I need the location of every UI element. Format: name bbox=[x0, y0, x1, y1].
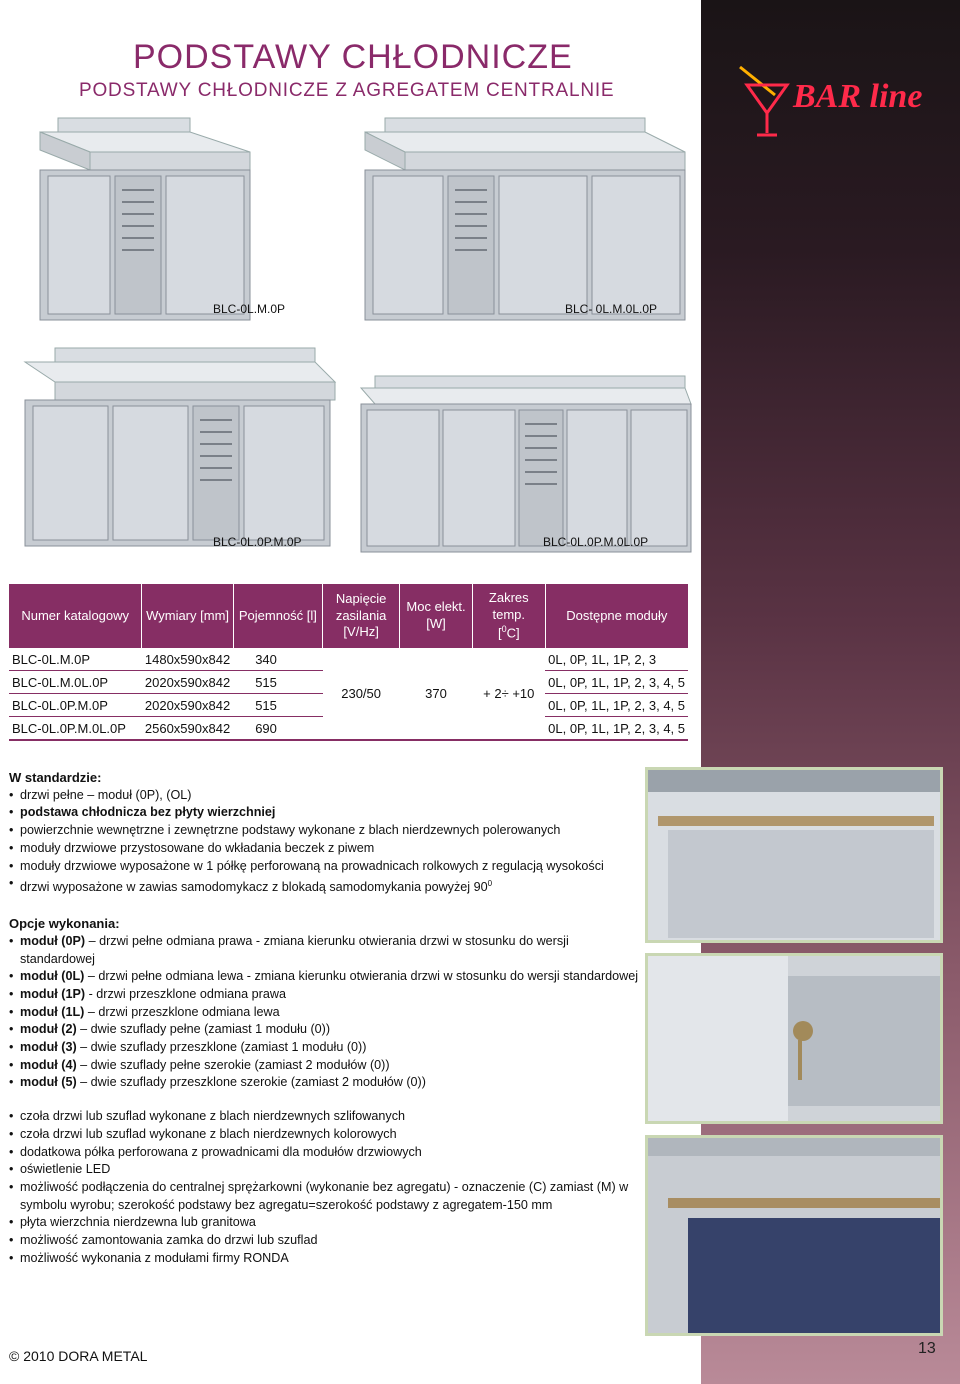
cell-numer: BLC-0L.M.0L.0P bbox=[9, 671, 142, 694]
list-item: • możliwość wykonania z modułami firmy RONDA bbox=[20, 1250, 639, 1268]
description-text bbox=[9, 769, 639, 1267]
list-item-text: – dwie szuflady przeszklone szerokie (zamiast 2 modułów (0)) bbox=[76, 1075, 426, 1090]
header-napiecie: Napięcie zasilania [V/Hz] bbox=[323, 584, 400, 648]
list-item-bold: moduł (5) bbox=[20, 1075, 77, 1090]
list-item-text: moduły drzwiowe przystosowane do wkładania beczek z piwem bbox=[20, 840, 375, 855]
list-item: • możliwość podłączenia do centralnej sprężarkowni (wykonanie bez agregatu) - oznaczenie (C) zamiast (M) w symbolu wyrobu; szerokość podstawy bez agregatu=szerokość podstawy z agregatem-150 mm bbox=[20, 1179, 639, 1214]
list-item-text: drzwi wyposażone w zawias samodomykacz z blokadą samodomykania powyżej 90 bbox=[20, 880, 488, 895]
cell-pojemnosc: 515 bbox=[233, 694, 322, 717]
degree-sup: 0 bbox=[487, 879, 493, 889]
cell-moduly: 0L, 0P, 1L, 1P, 2, 3 bbox=[545, 648, 688, 671]
list-item bbox=[20, 1057, 639, 1075]
list-item-bold: moduł (0P) bbox=[20, 933, 86, 948]
cell-moc: 370 bbox=[400, 648, 473, 740]
door-detail-drawing bbox=[648, 770, 940, 940]
cell-wymiary: 1480x590x842 bbox=[142, 648, 233, 671]
header-pojemnosc: Pojemność [l] bbox=[233, 584, 322, 648]
shelf-detail-drawing bbox=[648, 1138, 940, 1333]
cell-wymiary: 2020x590x842 bbox=[142, 671, 233, 694]
cell-zakres: + 2÷ +10 bbox=[472, 648, 545, 740]
list-item-bold: moduł (4) bbox=[20, 1057, 77, 1072]
standard-heading: W standardzie: bbox=[9, 770, 102, 785]
product-photo-1 bbox=[20, 110, 350, 325]
list-item: • czoła drzwi lub szuflad wykonane z blach nierdzewnych szlifowanych bbox=[20, 1108, 639, 1126]
list-item-text: – dwie szuflady przeszklone (zamiast 1 modułu (0)) bbox=[76, 1040, 367, 1055]
list-item-text: – drzwi przeszklone odmiana lewa bbox=[84, 1004, 280, 1019]
list-item bbox=[20, 804, 639, 822]
header-wymiary: Wymiary [mm] bbox=[142, 584, 233, 648]
list-item-text: – drzwi pełne odmiana prawa - zmiana kierunku otwierania drzwi w stosunku do wersji standardowej bbox=[20, 933, 569, 966]
cell-numer: BLC-0L.0P.M.0P bbox=[9, 694, 142, 717]
header-moduly: Dostępne moduły bbox=[545, 584, 688, 648]
page-subtitle: PODSTAWY CHŁODNICZE Z AGREGATEM CENTRALNIE bbox=[79, 80, 615, 101]
list-item: • możliwość zamontowania zamka do drzwi lub szuflad bbox=[20, 1232, 639, 1250]
footer-copyright: © 2010 DORA METAL bbox=[9, 1348, 148, 1364]
list-item-bold: podstawa chłodnicza bez płyty wierzchniej bbox=[20, 805, 276, 820]
photo-caption-3: BLC-0L.0P.M.0P bbox=[213, 535, 302, 549]
photo-caption-4: BLC-0L.0P.M.0L.0P bbox=[543, 535, 649, 549]
product-photo-2 bbox=[355, 110, 695, 325]
cell-numer: BLC-0L.M.0P bbox=[9, 648, 142, 671]
header-zakres-degree: 0 bbox=[501, 623, 507, 634]
logo-text: BAR line bbox=[793, 78, 923, 115]
list-item: • dodatkowa półka perforowana z prowadnicami dla modułów drzwiowych bbox=[20, 1144, 639, 1162]
list-item-text: powierzchnie wewnętrzne i zewnętrzne podstawy wykonane z blach nierdzewnych polerowanych bbox=[20, 823, 561, 838]
list-item bbox=[20, 986, 639, 1004]
spec-table bbox=[9, 584, 688, 741]
options-heading: Opcje wykonania: bbox=[9, 916, 120, 932]
cell-pojemnosc: 515 bbox=[233, 671, 322, 694]
list-item bbox=[20, 822, 639, 840]
options-list bbox=[9, 933, 639, 1092]
detail-photo-door bbox=[645, 767, 943, 943]
list-item-text: – drzwi pełne odmiana lewa - zmiana kierunku otwierania drzwi w stosunku do wersji standardowej bbox=[84, 969, 639, 984]
list-item-bold: moduł (2) bbox=[20, 1022, 77, 1037]
header-zakres-label: Zakres temp. bbox=[488, 590, 529, 622]
list-item-bold: moduł (3) bbox=[20, 1040, 77, 1055]
product-photo-4 bbox=[355, 370, 695, 555]
header-zakres-unit-open: [ bbox=[497, 625, 502, 641]
cell-pojemnosc: 690 bbox=[233, 717, 322, 741]
lock-detail-drawing bbox=[648, 956, 940, 1121]
cell-wymiary: 2020x590x842 bbox=[142, 694, 233, 717]
list-item bbox=[20, 1039, 639, 1057]
table-header-row bbox=[9, 584, 688, 648]
header-moc: Moc elekt. [W] bbox=[400, 584, 473, 648]
page-title: PODSTAWY CHŁODNICZE bbox=[133, 38, 573, 76]
list-item bbox=[20, 1074, 639, 1092]
list-item-bold: moduł (1P) bbox=[20, 986, 86, 1001]
list-item-text: – dwie szuflady pełne (zamiast 1 modułu (0)) bbox=[76, 1022, 331, 1037]
list-item-text: moduły drzwiowe wyposażone w 1 półkę perforowaną na prowadnicach rolkowych z regulacją wysokości bbox=[20, 858, 604, 873]
list-item bbox=[20, 933, 639, 968]
cell-moduly: 0L, 0P, 1L, 1P, 2, 3, 4, 5 bbox=[545, 717, 688, 741]
cell-wymiary: 2560x590x842 bbox=[142, 717, 233, 741]
extras-list bbox=[9, 1108, 639, 1267]
list-item: • czoła drzwi lub szuflad wykonane z blach nierdzewnych kolorowych bbox=[20, 1126, 639, 1144]
detail-photo-lock bbox=[645, 953, 943, 1124]
cell-numer: BLC-0L.0P.M.0L.0P bbox=[9, 717, 142, 741]
cell-pojemnosc: 340 bbox=[233, 648, 322, 671]
table-row bbox=[9, 648, 688, 671]
cell-moduly: 0L, 0P, 1L, 1P, 2, 3, 4, 5 bbox=[545, 671, 688, 694]
list-item-text: - drzwi przeszklone odmiana prawa bbox=[85, 986, 286, 1001]
list-item bbox=[20, 875, 639, 897]
list-item bbox=[20, 1004, 639, 1022]
list-item-bold: moduł (1L) bbox=[20, 1004, 85, 1019]
standard-list bbox=[9, 787, 639, 897]
product-photo-3 bbox=[15, 340, 340, 550]
list-item-text: – dwie szuflady pełne szerokie (zamiast 2 modułów (0)) bbox=[76, 1057, 390, 1072]
photo-caption-1: BLC-0L.M.0P bbox=[213, 302, 286, 316]
list-item: • oświetlenie LED bbox=[20, 1161, 639, 1179]
list-item bbox=[20, 1021, 639, 1039]
list-item bbox=[20, 968, 639, 986]
detail-photo-shelf bbox=[645, 1135, 943, 1336]
header-zakres bbox=[472, 584, 545, 648]
list-item-text: drzwi pełne – moduł (0P), (OL) bbox=[20, 787, 192, 802]
header-numer: Numer katalogowy bbox=[9, 584, 142, 648]
header-zakres-unit-close: C] bbox=[506, 625, 520, 641]
list-item-bold: moduł (0L) bbox=[20, 969, 85, 984]
cell-napiecie: 230/50 bbox=[323, 648, 400, 740]
page-number: 13 bbox=[918, 1340, 936, 1357]
list-item bbox=[20, 840, 639, 858]
list-item bbox=[20, 858, 639, 876]
list-item bbox=[20, 787, 639, 805]
cell-moduly: 0L, 0P, 1L, 1P, 2, 3, 4, 5 bbox=[545, 694, 688, 717]
list-item: • płyta wierzchnia nierdzewna lub granitowa bbox=[20, 1214, 639, 1232]
photo-caption-2: BLC- 0L.M.0L.0P bbox=[565, 302, 658, 316]
bar-line-logo bbox=[735, 55, 925, 145]
